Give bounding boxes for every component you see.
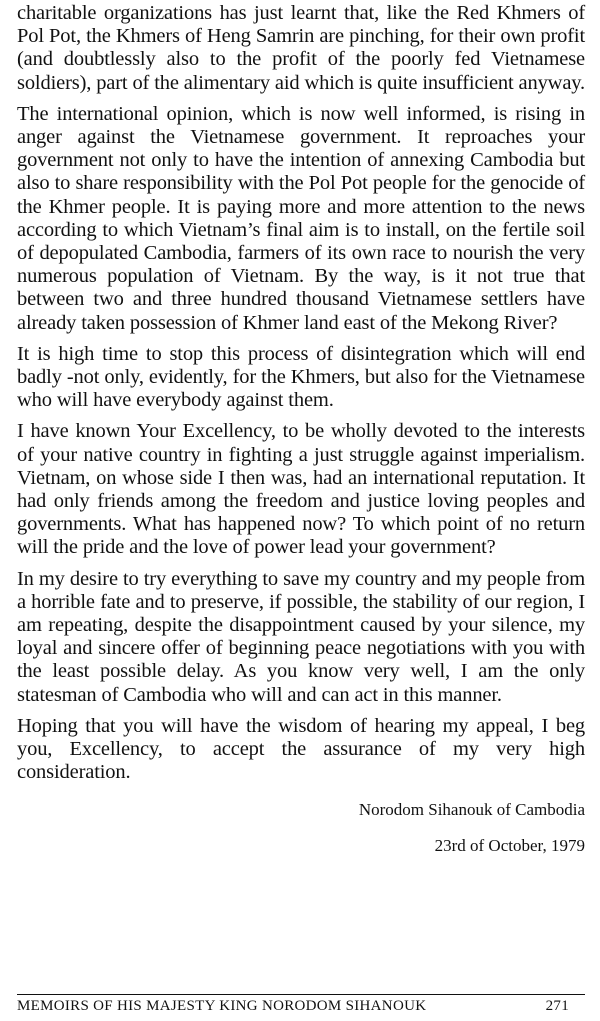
body-paragraph-6: Hoping that you will have the wisdom of hearing my appeal, I beg you, Excellency, to accept the assurance of my very high consideration. xyxy=(17,714,585,784)
signature-name: Norodom Sihanouk of Cambodia xyxy=(358,799,585,819)
running-title: MEMOIRS OF HIS MAJESTY KING NORODOM SIHANOUK xyxy=(17,998,427,1014)
page-number: 271 xyxy=(545,998,569,1014)
body-paragraph-1: charitable organizations has just learnt that, like the Red Khmers of Pol Pot, the Khmers of Heng Samrin are pinching, for their own profit (and doubtlessly also to the profit of the poorly fed Vietnamese soldiers), part of the alimentary aid which is quite insufficient anyway. xyxy=(17,2,586,94)
body-paragraph-2: The international opinion, which is now well informed, is rising in anger against the Vietnamese government. It reproaches your government not only to have the intention of annexing Cambodia but also to share responsibility with the Pol Pot people for the genocide of the Khmer people. It is paying more and more attention to the news according to which Vietnam’s final aim is to install, on the fertile soil of depopulated Cambodia, farmers of its own race to nourish the very numerous population of Vietnam. By the way, is it not true that between two and three hundred thousand Vietnamese settlers have already taken possession of Khmer land east of the Mekong River? xyxy=(17,102,585,334)
signature-date: 23rd of October, 1979 xyxy=(434,835,585,855)
body-paragraph-5: In my desire to try everything to save my country and my people from a horrible fate and to preserve, if possible, the stability of our region, I am repeating, despite the disappointment caused by your silence, my loyal and sincere offer of beginning peace negotiations with you with the least possible delay. As you know very well, I am the only statesman of Cambodia who will and can act in this manner. xyxy=(17,567,585,706)
page-footer xyxy=(17,994,585,1015)
document-page xyxy=(17,2,585,857)
body-paragraph-4: I have known Your Excellency, to be wholly devoted to the interests of your native country in fighting a just struggle against imperialism. Vietnam, on whose side I then was, had an international reputation. It had only friends among the freedom and justice loving peoples and governments. What has happened now? To which point of no return will the pride and the love of power lead your government? xyxy=(17,420,585,559)
body-paragraph-3: It is high time to stop this process of disintegration which will end badly -not only, evidently, for the Khmers, but also for the Vietnamese who will have everybody against them. xyxy=(17,342,585,412)
